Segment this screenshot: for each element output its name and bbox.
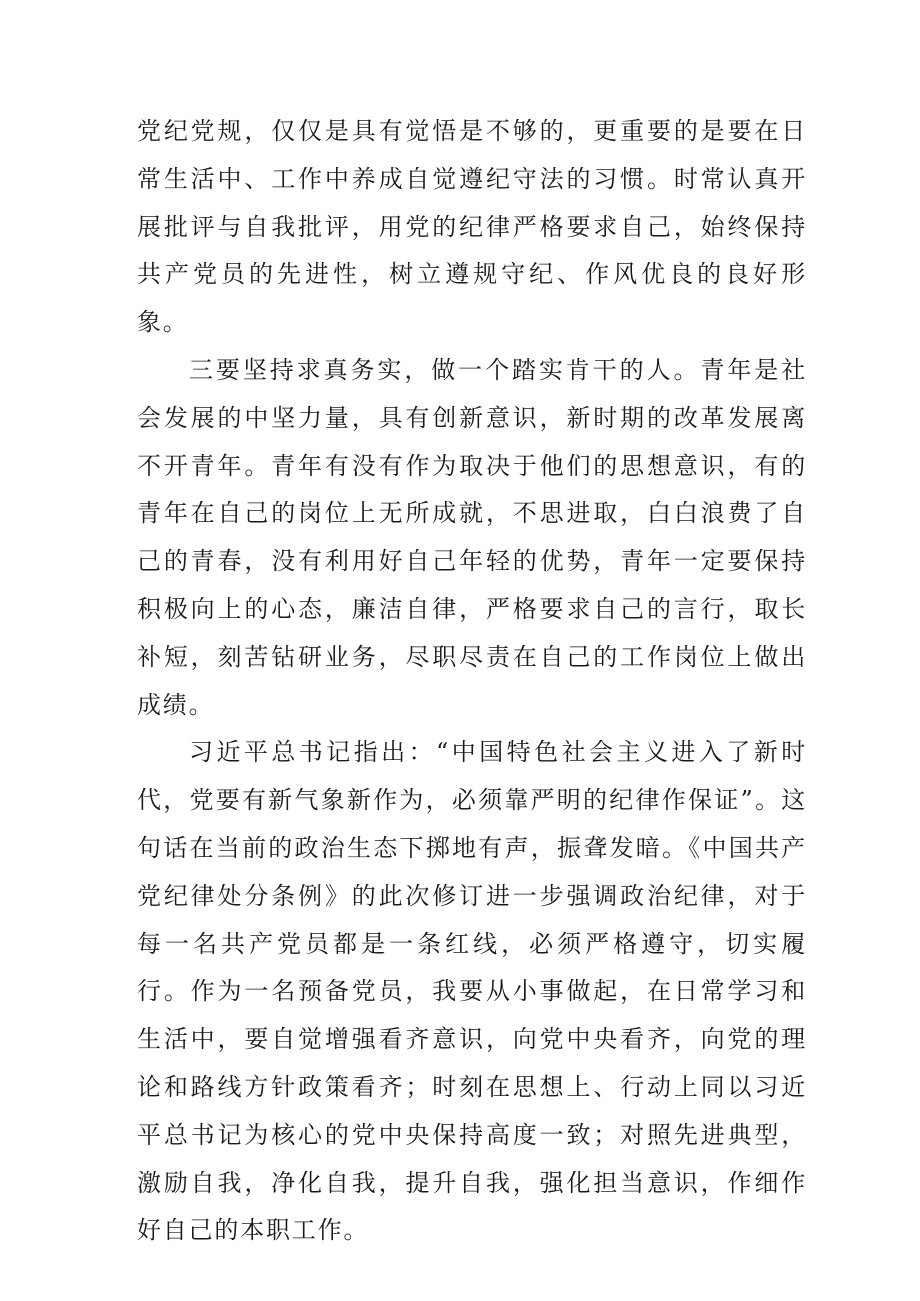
paragraph-party-discipline: 习近平总书记指出：“中国特色社会主义进入了新时代，党要有新气象新作为，必须靠严明的纪律作保证”。这句话在当前的政治生态下掷地有声，振聋发暗。《中国共产党纪律处分条例》的此次修订进一步强调政治纪律，对于每一名共产党员都是一条红线，必须严格遵守，切实履行。作为一名预备党员，我要从小事做起，在日常学习和生活中，要自觉增强看齐意识，向党中央看齐，向党的理论和路线方针政策看齐；时刻在思想上、行动上同以习近平总书记为核心的党中央保持高度一致；对照先进典型，激励自我，净化自我，提升自我，强化担当意识，作细作好自己的本职工作。 [137,738,807,1245]
paragraph-continuation: 党纪党规，仅仅是具有觉悟是不够的，更重要的是要在日常生活中、工作中养成自觉遵纪守法的习惯。时常认真开展批评与自我批评，用党的纪律严格要求自己，始终保持共产党员的先进性，树立遵规守纪、作风优良的良好形象。 [137,117,807,337]
paragraph-seek-truth: 三要坚持求真务实，做一个踏实肯干的人。青年是社会发展的中坚力量，具有创新意识，新时期的改革发展离不开青年。青年有没有作为取决于他们的思想意识，有的青年在自己的岗位上无所成就，不思进取，白白浪费了自己的青春，没有利用好自己年轻的优势，青年一定要保持积极向上的心态，廉洁自律，严格要求自己的言行，取长补短，刻苦钻研业务，尽职尽责在自己的工作岗位上做出成绩。 [137,355,807,719]
document-body [137,108,807,1255]
